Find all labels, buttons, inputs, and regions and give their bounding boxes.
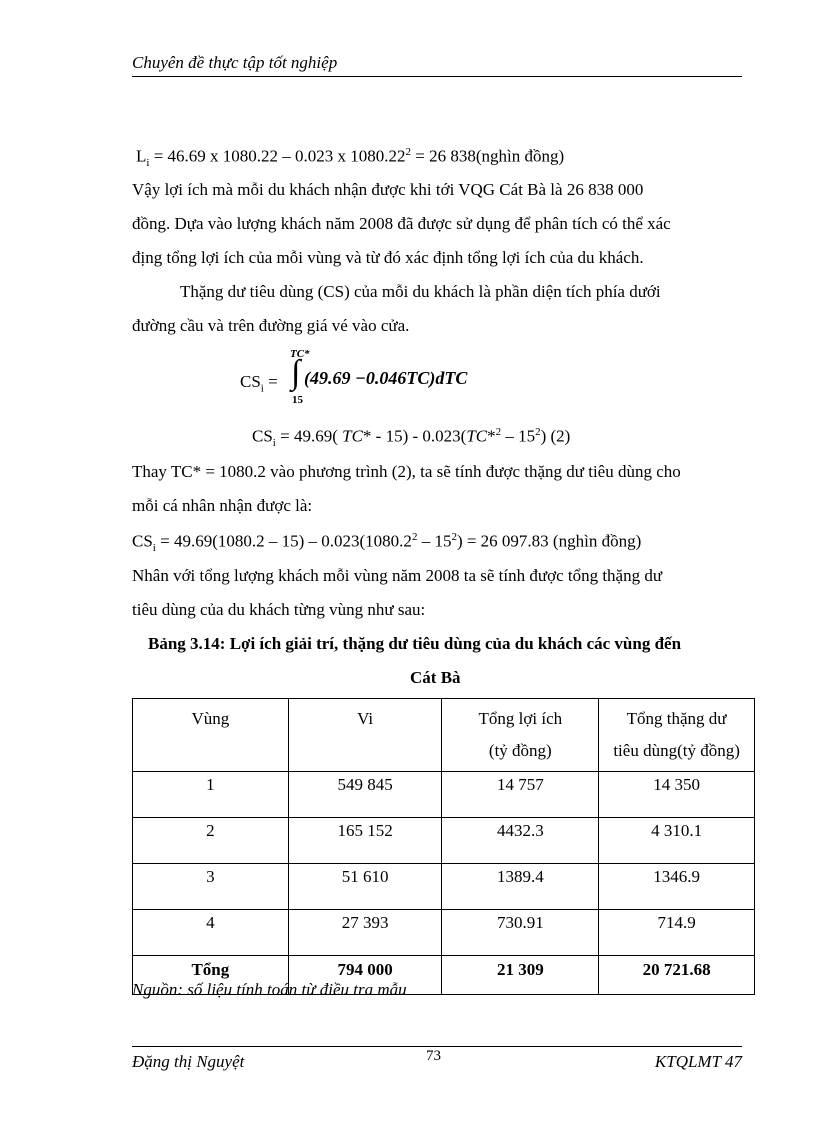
page-number: 73 xyxy=(426,1048,441,1064)
table-caption-line2: Cát Bà xyxy=(410,668,461,687)
footer-class: KTQLMT 47 xyxy=(654,1052,742,1071)
integral-eq: = xyxy=(263,372,278,391)
paragraph-line: Vậy lợi ích mà mỗi du khách nhận được khi tới VQG Cát Bà là 26 838 000 xyxy=(132,180,644,199)
integral-sign: ∫ xyxy=(291,354,301,391)
cs3-exp2: 2 xyxy=(451,531,457,543)
integral-expression xyxy=(290,348,490,408)
cs2-sub: i xyxy=(272,437,276,450)
header-line: Tổng lợi ích xyxy=(478,709,563,728)
table-cell: 4432.3 xyxy=(442,818,599,864)
table-cell: 549 845 xyxy=(288,772,442,818)
table-header-row xyxy=(133,699,755,772)
table-cell: 730.91 xyxy=(442,910,599,956)
integral-lower-bound: 15 xyxy=(292,394,303,406)
table-header-cell xyxy=(442,699,599,772)
paragraph-line: Nhân với tổng lượng khách mỗi vùng năm 2008 ta sẽ tính được tổng thặng dư xyxy=(132,566,663,585)
table-cell: 1389.4 xyxy=(442,864,599,910)
cs2-part4: – 15 xyxy=(501,426,536,446)
table-header-cell xyxy=(288,699,442,772)
table-cell: 27 393 xyxy=(288,910,442,956)
integral-lhs xyxy=(240,372,278,394)
table-row xyxy=(133,772,755,818)
formula-cs2 xyxy=(252,426,570,449)
integral-lhs-sub: i xyxy=(260,382,264,395)
table-cell: 14 757 xyxy=(442,772,599,818)
cs3-body: = 49.69(1080.2 – 15) – 0.023(1080.2 xyxy=(155,531,412,551)
integral-lhs-symbol: CS xyxy=(240,372,261,391)
data-table xyxy=(132,698,755,995)
header-line: Vi xyxy=(357,709,374,728)
paragraph-line: Thặng dư tiêu dùng (CS) của mỗi du khách là phần diện tích phía dưới xyxy=(180,282,661,301)
table-header-cell xyxy=(599,699,755,772)
table-cell: 165 152 xyxy=(288,818,442,864)
footer-author: Đặng thị Nguyệt xyxy=(132,1052,245,1071)
cs3-symbol: CS xyxy=(132,531,153,551)
paragraph-line: mỗi cá nhân nhận được là: xyxy=(132,496,313,515)
cs2-exp1: 2 xyxy=(495,426,502,438)
formula-li-result: = 26 838(nghìn đồng) xyxy=(411,146,565,166)
table-cell: 14 350 xyxy=(599,772,755,818)
table-cell: 4 310.1 xyxy=(599,818,755,864)
formula-li-sub: i xyxy=(146,157,150,170)
integral-upper-bound: TC* xyxy=(290,348,310,360)
paragraph-line: đồng. Dựa vào lượng khách năm 2008 đã được sử dụng để phân tích có thể xác xyxy=(132,214,671,233)
table-cell: 2 xyxy=(133,818,289,864)
formula-cs3 xyxy=(132,531,641,554)
table-cell: 794 000 xyxy=(288,956,442,995)
cs2-part2: * - 15) - 0.023( xyxy=(362,426,467,446)
cs2-part1: = 49.69( xyxy=(275,426,343,446)
paragraph-line: đường cầu và trên đường giá vé vào cửa. xyxy=(132,316,410,335)
table-cell: 1346.9 xyxy=(599,864,755,910)
cs3-sub: i xyxy=(152,542,156,555)
table-cell: 21 309 xyxy=(442,956,599,995)
cs2-part3: * xyxy=(487,426,496,446)
header-line: Vùng xyxy=(191,709,230,728)
cs2-symbol: CS xyxy=(252,426,273,446)
cs3-mid: – 15 xyxy=(417,531,452,551)
page-header xyxy=(132,52,742,77)
footer-divider xyxy=(132,1046,742,1047)
table-source-note: Nguồn: số liệu tính toán từ điều tra mẫu xyxy=(132,980,407,999)
table-cell: 20 721.68 xyxy=(599,956,755,995)
table-row xyxy=(133,864,755,910)
cs2-tc1: TC xyxy=(342,426,363,446)
formula-li-body: = 46.69 x 1080.22 – 0.023 x 1080.22 xyxy=(149,146,406,166)
table-row xyxy=(133,818,755,864)
table-cell: 3 xyxy=(133,864,289,910)
formula-li-exp: 2 xyxy=(405,146,412,158)
paragraph-line: Thay TC* = 1080.2 vào phương trình (2), ta sẽ tính được thặng dư tiêu dùng cho xyxy=(132,462,681,481)
table-row xyxy=(133,910,755,956)
table-cell: 714.9 xyxy=(599,910,755,956)
cs2-exp2: 2 xyxy=(535,426,541,438)
cs2-tc2: TC xyxy=(466,426,488,446)
cs3-result: ) = 26 097.83 (nghìn đồng) xyxy=(456,531,642,551)
formula-li-symbol: L xyxy=(136,146,147,166)
header-line: (tỷ đồng) xyxy=(488,741,552,760)
table-caption: Bảng 3.14: Lợi ích giải trí, thặng dư tiêu dùng của du khách các vùng đến xyxy=(148,634,682,653)
cs3-exp1: 2 xyxy=(411,531,418,543)
formula-li xyxy=(136,146,564,169)
integral-body: (49.69 −0.046TC)dTC xyxy=(304,368,468,388)
paragraph-line: địng tổng lợi ích của mỗi vùng và từ đó xác định tổng lợi ích của du khách. xyxy=(132,248,644,267)
header-title: Chuyên đề thực tập tốt nghiệp xyxy=(132,53,338,72)
table-cell: 4 xyxy=(133,910,289,956)
table-cell: 1 xyxy=(133,772,289,818)
table-cell: 51 610 xyxy=(288,864,442,910)
header-line: tiêu dùng(tỷ đồng) xyxy=(613,741,740,760)
table-header-cell xyxy=(133,699,289,772)
cs2-part5: ) (2) xyxy=(540,426,571,446)
paragraph-line: tiêu dùng của du khách từng vùng như sau: xyxy=(132,600,426,619)
table-cell: Tổng xyxy=(133,956,289,995)
header-line: Tổng thặng dư xyxy=(626,709,727,728)
